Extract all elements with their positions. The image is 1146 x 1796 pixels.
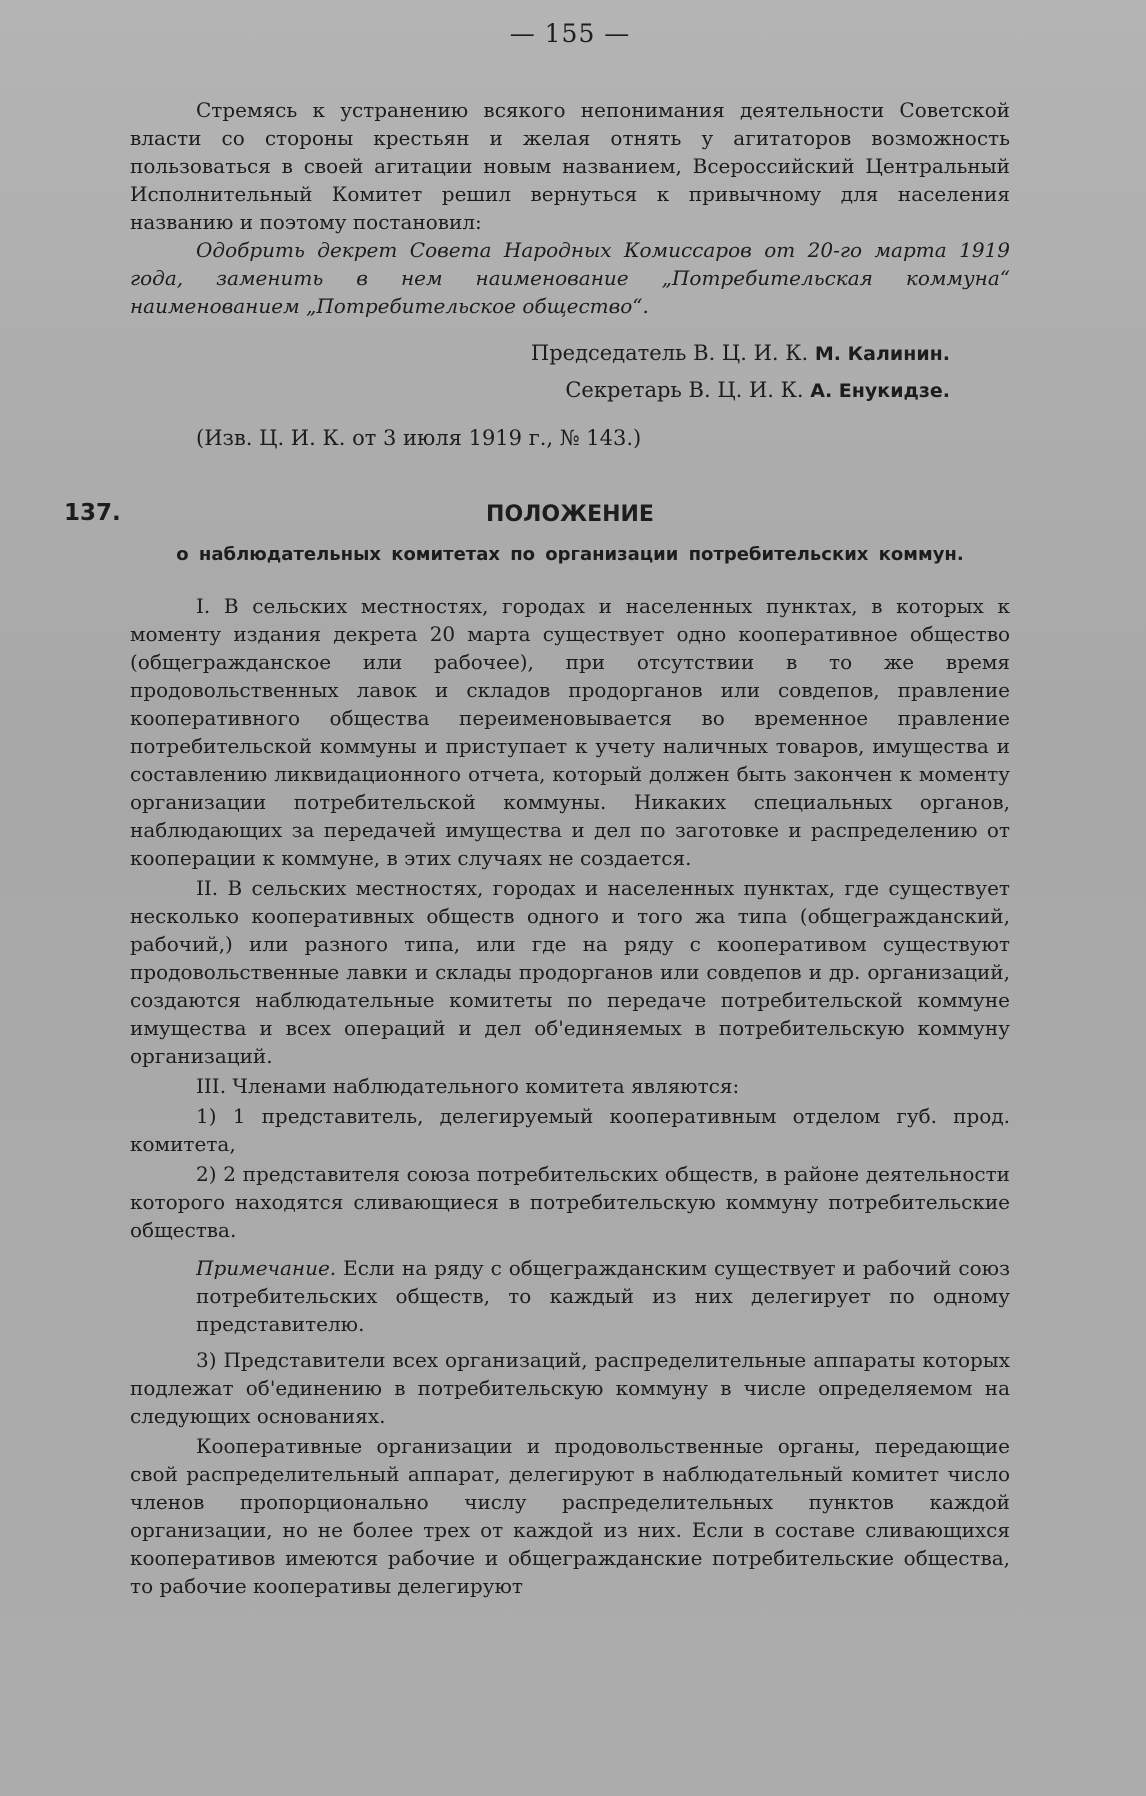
signature-block bbox=[130, 338, 1010, 406]
note-text: Если на ряду с общегражданским существует и рабочий союз потребительских обществ, то каждый из них делегирует по одному представителю. bbox=[196, 1256, 1010, 1336]
list-item-2: 2) 2 представителя союза потребительских обществ, в районе деятельности которого находятся сливающиеся в потребительскую коммуну потребительские общества. bbox=[130, 1162, 1010, 1242]
page-number: — 155 — bbox=[509, 19, 631, 48]
signature-title: Секретарь В. Ц. И. К. bbox=[565, 378, 804, 402]
section-subtitle: о наблюдательных комитетах по организации потребительских коммун. bbox=[176, 544, 964, 565]
source-citation: (Изв. Ц. И. К. от 3 июля 1919 г., № 143.) bbox=[196, 426, 642, 450]
decree-text: Одобрить декрет Совета Народных Комиссаров от 20-го марта 1919 года, заменить в нем наименование „Потребительская коммуна“ наименованием „Потребительское общество“. bbox=[130, 238, 1010, 318]
section-title: ПОЛОЖЕНИЕ bbox=[486, 502, 654, 527]
paragraph-2: II. В сельских местностях, городах и населенных пунктах, где существует несколько кооперативных обществ одного и того жа типа (общегражданский, рабочий,) или разного типа, или где на ряду с кооперативом существуют продовольственные лавки и склады продорганов или совдепов и др. организаций, создаются наблюдательные комитеты по передаче потребительской коммуне имущества и всех операций и дел об'единяемых в потребительскую коммуну организаций. bbox=[130, 876, 1010, 1068]
section-header bbox=[64, 498, 1010, 534]
signature-name: А. Енукидзе. bbox=[810, 380, 950, 402]
paragraph-1: I. В сельских местностях, городах и населенных пунктах, в которых к моменту издания декрета 20 марта существует одно кооперативное общество (общегражданское или рабочее), при отсутствии в то же время продовольственных лавок и складов продорганов или совдепов, правление кооперативного общества переименовывается во временное правление потребительской коммуны и приступает к учету наличных товаров, имущества и составлению ликвидационного отчета, который должен быть закончен к моменту организации потребительской коммуны. Никаких специальных органов, наблюдающих за передачей имущества и дел по заготовке и распределению от кооперации к коммуне, в этих случаях не создается. bbox=[130, 594, 1010, 870]
section-number: 137. bbox=[64, 500, 121, 526]
list-item-3: 3) Представители всех организаций, распределительные аппараты которых подлежат об'единению в потребительскую коммуну в числе определяемом на следующих основаниях. bbox=[130, 1348, 1010, 1428]
paragraph-4: Кооперативные организации и продовольственные органы, передающие свой распределительный аппарат, делегируют в наблюдательный комитет число членов пропорционально числу распределительных пунктов каждой организации, но не более трех от каждой из них. Если в составе сливающихся кооперативов имеются рабочие и общегражданские потребительские общества, то рабочие кооперативы делегируют bbox=[130, 1434, 1010, 1598]
note-label: Примечание. bbox=[196, 1256, 337, 1280]
paragraph-3: III. Членами наблюдательного комитета являются: bbox=[196, 1074, 740, 1098]
signature-title: Председатель В. Ц. И. К. bbox=[530, 341, 809, 365]
note bbox=[196, 1254, 1010, 1338]
signature-secretary bbox=[130, 375, 950, 406]
intro-paragraph: Стремясь к устранению всякого непонимания деятельности Советской власти со стороны крестьян и желая отнять у агитаторов возможность пользоваться в своей агитации новым названием, Всероссийский Центральный Исполнительный Комитет решил вернуться к привычному для населения названию и поэтому постановил: bbox=[130, 98, 1010, 234]
signature-name: М. Калинин. bbox=[814, 343, 950, 365]
list-item-1: 1) 1 представитель, делегируемый кооперативным отделом губ. прод. комитета, bbox=[130, 1104, 1010, 1156]
signature-chairman bbox=[130, 338, 950, 369]
